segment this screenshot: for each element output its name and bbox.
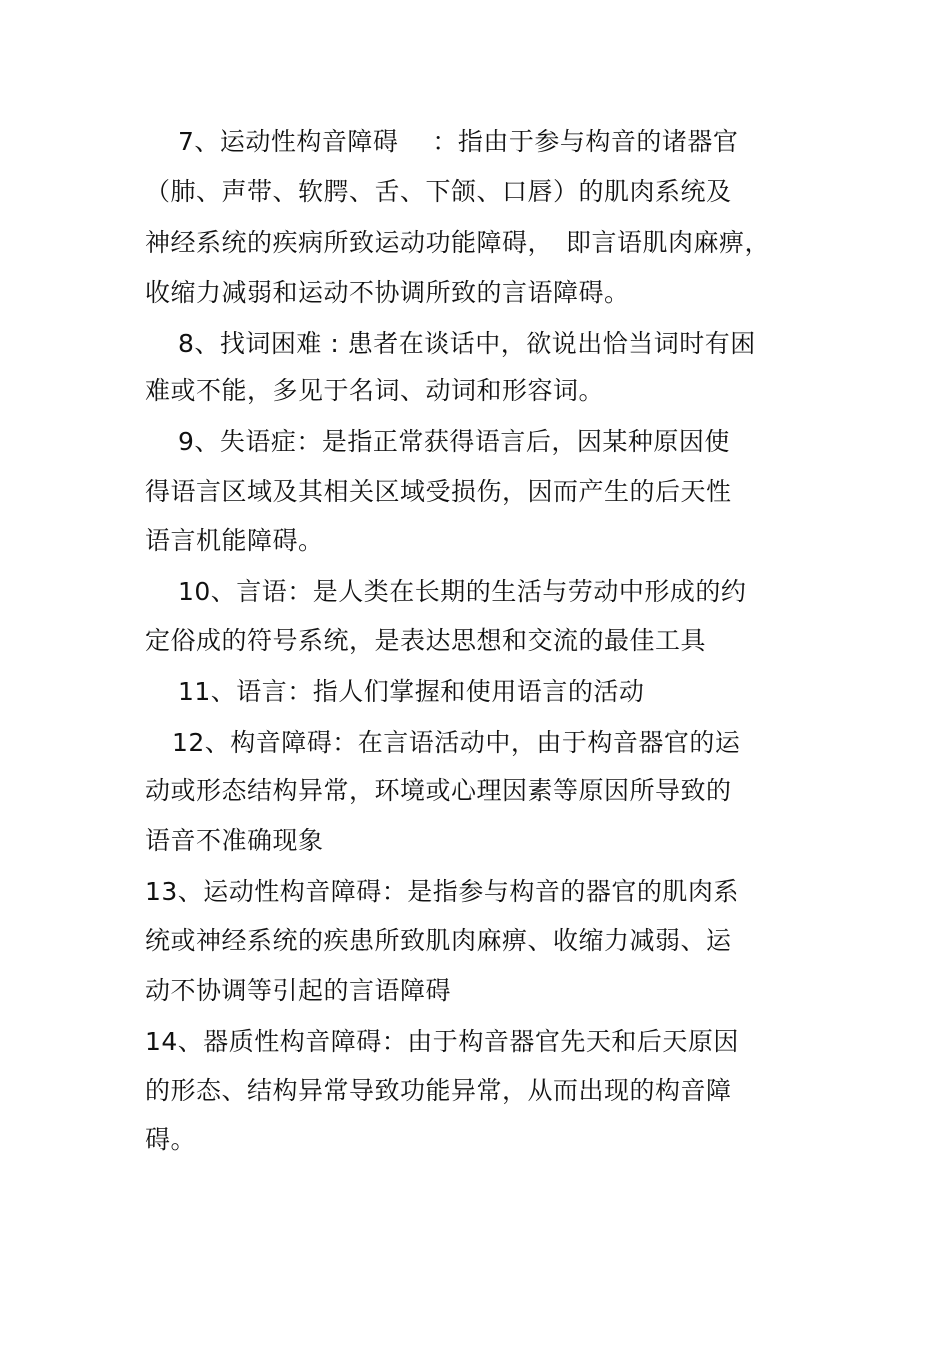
entry-9-line-2: 得语言区域及其相关区域受损伤，因而产生的后天性 xyxy=(145,477,732,506)
entry-12-line-3: 语音不准确现象 xyxy=(145,826,324,855)
entry-9-line-1: 9、失语症：是指正常获得语言后，因某种原因使 xyxy=(178,427,730,456)
entry-7-line-4: 收缩力减弱和运动不协调所致的言语障碍。 xyxy=(145,278,630,307)
entry-7-line-3: 神经系统的疾病所致运动功能障碍， 即言语肌肉麻痹， xyxy=(145,228,771,257)
entry-8-line-2: 难或不能，多见于名词、动词和形容词。 xyxy=(145,376,605,405)
entry-13-line-2: 统或神经系统的疾患所致肌肉麻痹、收缩力减弱、运 xyxy=(145,926,732,955)
entry-14-line-2: 的形态、结构异常导致功能异常，从而出现的构音障 xyxy=(145,1076,732,1105)
entry-9-line-3: 语言机能障碍。 xyxy=(145,526,324,555)
entry-8-line-1: 8、找词困难 : 患者在谈话中，欲说出恰当词时有困 xyxy=(178,329,756,358)
entry-7-line-1: 7、运动性构音障碍 ：指由于参与构音的诸器官 xyxy=(178,127,739,156)
entry-14-line-1: 14、器质性构音障碍：由于构音器官先天和后天原因 xyxy=(145,1027,739,1056)
entry-12-line-2: 动或形态结构异常，环境或心理因素等原因所导致的 xyxy=(145,776,732,805)
entry-12-line-1: 12、构音障碍：在言语活动中，由于构音器官的运 xyxy=(172,728,741,757)
entry-7-line-2: （肺、声带、软腭、舌、下颌、口唇）的肌肉系统及 xyxy=(145,177,732,206)
entry-10-line-2: 定俗成的符号系统，是表达思想和交流的最佳工具 xyxy=(145,626,707,655)
entry-13-line-1: 13、运动性构音障碍：是指参与构音的器官的肌肉系 xyxy=(145,877,739,906)
entry-10-line-1: 10、言语：是人类在长期的生活与劳动中形成的约 xyxy=(178,577,747,606)
entry-11-line-1: 11、语言：指人们掌握和使用语言的活动 xyxy=(178,677,645,706)
entry-14-line-3: 碍。 xyxy=(145,1125,197,1154)
entry-13-line-3: 动不协调等引起的言语障碍 xyxy=(145,976,452,1005)
